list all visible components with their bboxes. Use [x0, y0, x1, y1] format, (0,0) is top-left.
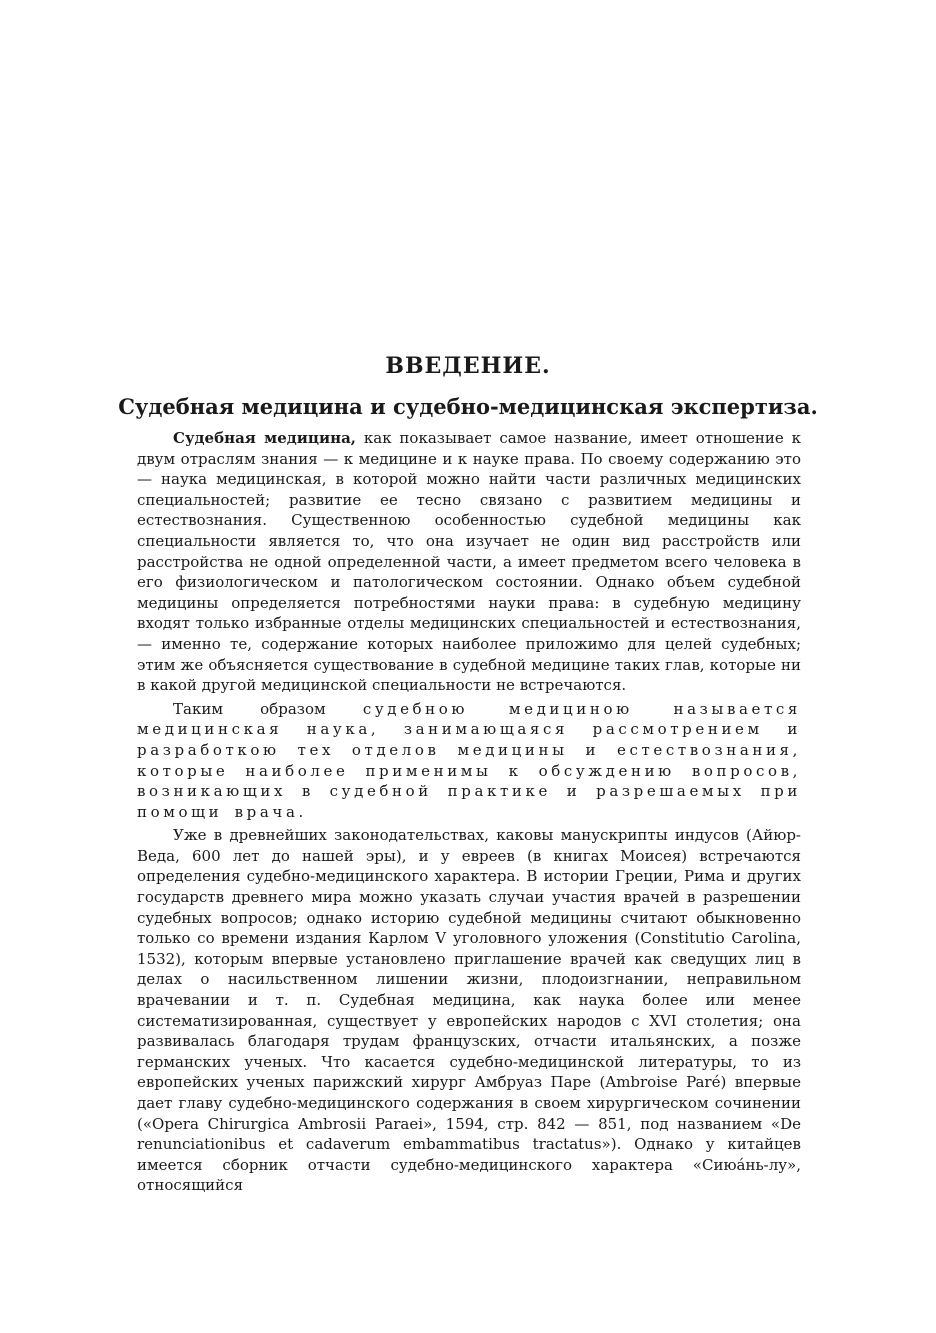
- paragraph-history: [137, 825, 801, 1196]
- paragraph-definition-text: как показывает самое название, имеет отношение к двум отраслям знания — к медицине и к науке права. По своему содержанию это — наука медицинская, в которой можно найти части различных медицинских специальностей; развитие ее тесно связано с развитием медицины и естествознания. Существенною особенностью судебной медицины как специальности является то, что она изучает не один вид расстройств или расстройства не одной определенной части, а имеет предметом всего человека в его физиологическом и патологическом состоянии. Однако объем судебной медицины определяется потребностями науки права: в судебную медицину входят только избранные отделы медицинских специальностей и естествознания, — именно те, содержание которых наиболее приложимо для целей судебных; этим же объясняется существование в судебной медицине таких глав, которые ни в какой другой медицинской специальности не встречаются.: [137, 429, 801, 695]
- body-text: [137, 428, 801, 1199]
- paragraph-summary-lead: Таким образом: [173, 699, 363, 718]
- section-title: Судебная медицина и судебно-медицинская экспертиза.: [118, 394, 818, 419]
- term-forensic-medicine: Судебная медицина,: [173, 429, 357, 447]
- paragraph-summary-text: судебною медициною называется медицинская наука, занимающаяся рассмотрением и разработкою тех отделов медицины и естествознания, которые наиболее применимы к обсуждению вопросов, возникающих в судебной практике и разрешаемых при помощи врача.: [137, 699, 801, 821]
- paragraph-history-text: Уже в древнейших законодательствах, каковы манускрипты индусов (Айюр-Веда, 600 лет до нашей эры), и у евреев (в книгах Моисея) встречаются определения судебно-медицинского характера. В истории Греции, Рима и других государств древнего мира можно указать случаи участия врачей в разрешении судебных вопросов; однако историю судебной медицины считают обыкновенно только со времени издания Карлом V уголовного уложения (Constitutio Carolina, 1532), которым впервые установлено приглашение врачей как сведущих лиц в делах о насильственном лишении жизни, плодоизгнании, неправильном врачевании и т. п. Судебная медицина, как наука более или менее систематизированная, существует у европейских народов с XVI столетия; она развивалась благодаря трудам французских, отчасти итальянских, а позже германских ученых. Что касается судебно-медицинской литературы, то из европейских ученых парижский хирург Амбруаз Паре (Ambroise Paré) впервые дает главу судебно-медицинского содержания в своем хирургическом сочинении («Opera Chirurgica Ambrosii Paraei», 1594, стр. 842 — 851, под названием «De renunciationibus et cadaverum embammatibus tractatus»). Однако у китайцев имеется сборник отчасти судебно-медицинского характера «Сиюáнь-лу», относящийся: [137, 826, 801, 1195]
- paragraph-summary: [137, 699, 801, 823]
- chapter-title: ВВЕДЕНИЕ.: [385, 353, 551, 379]
- paragraph-definition: [137, 428, 801, 696]
